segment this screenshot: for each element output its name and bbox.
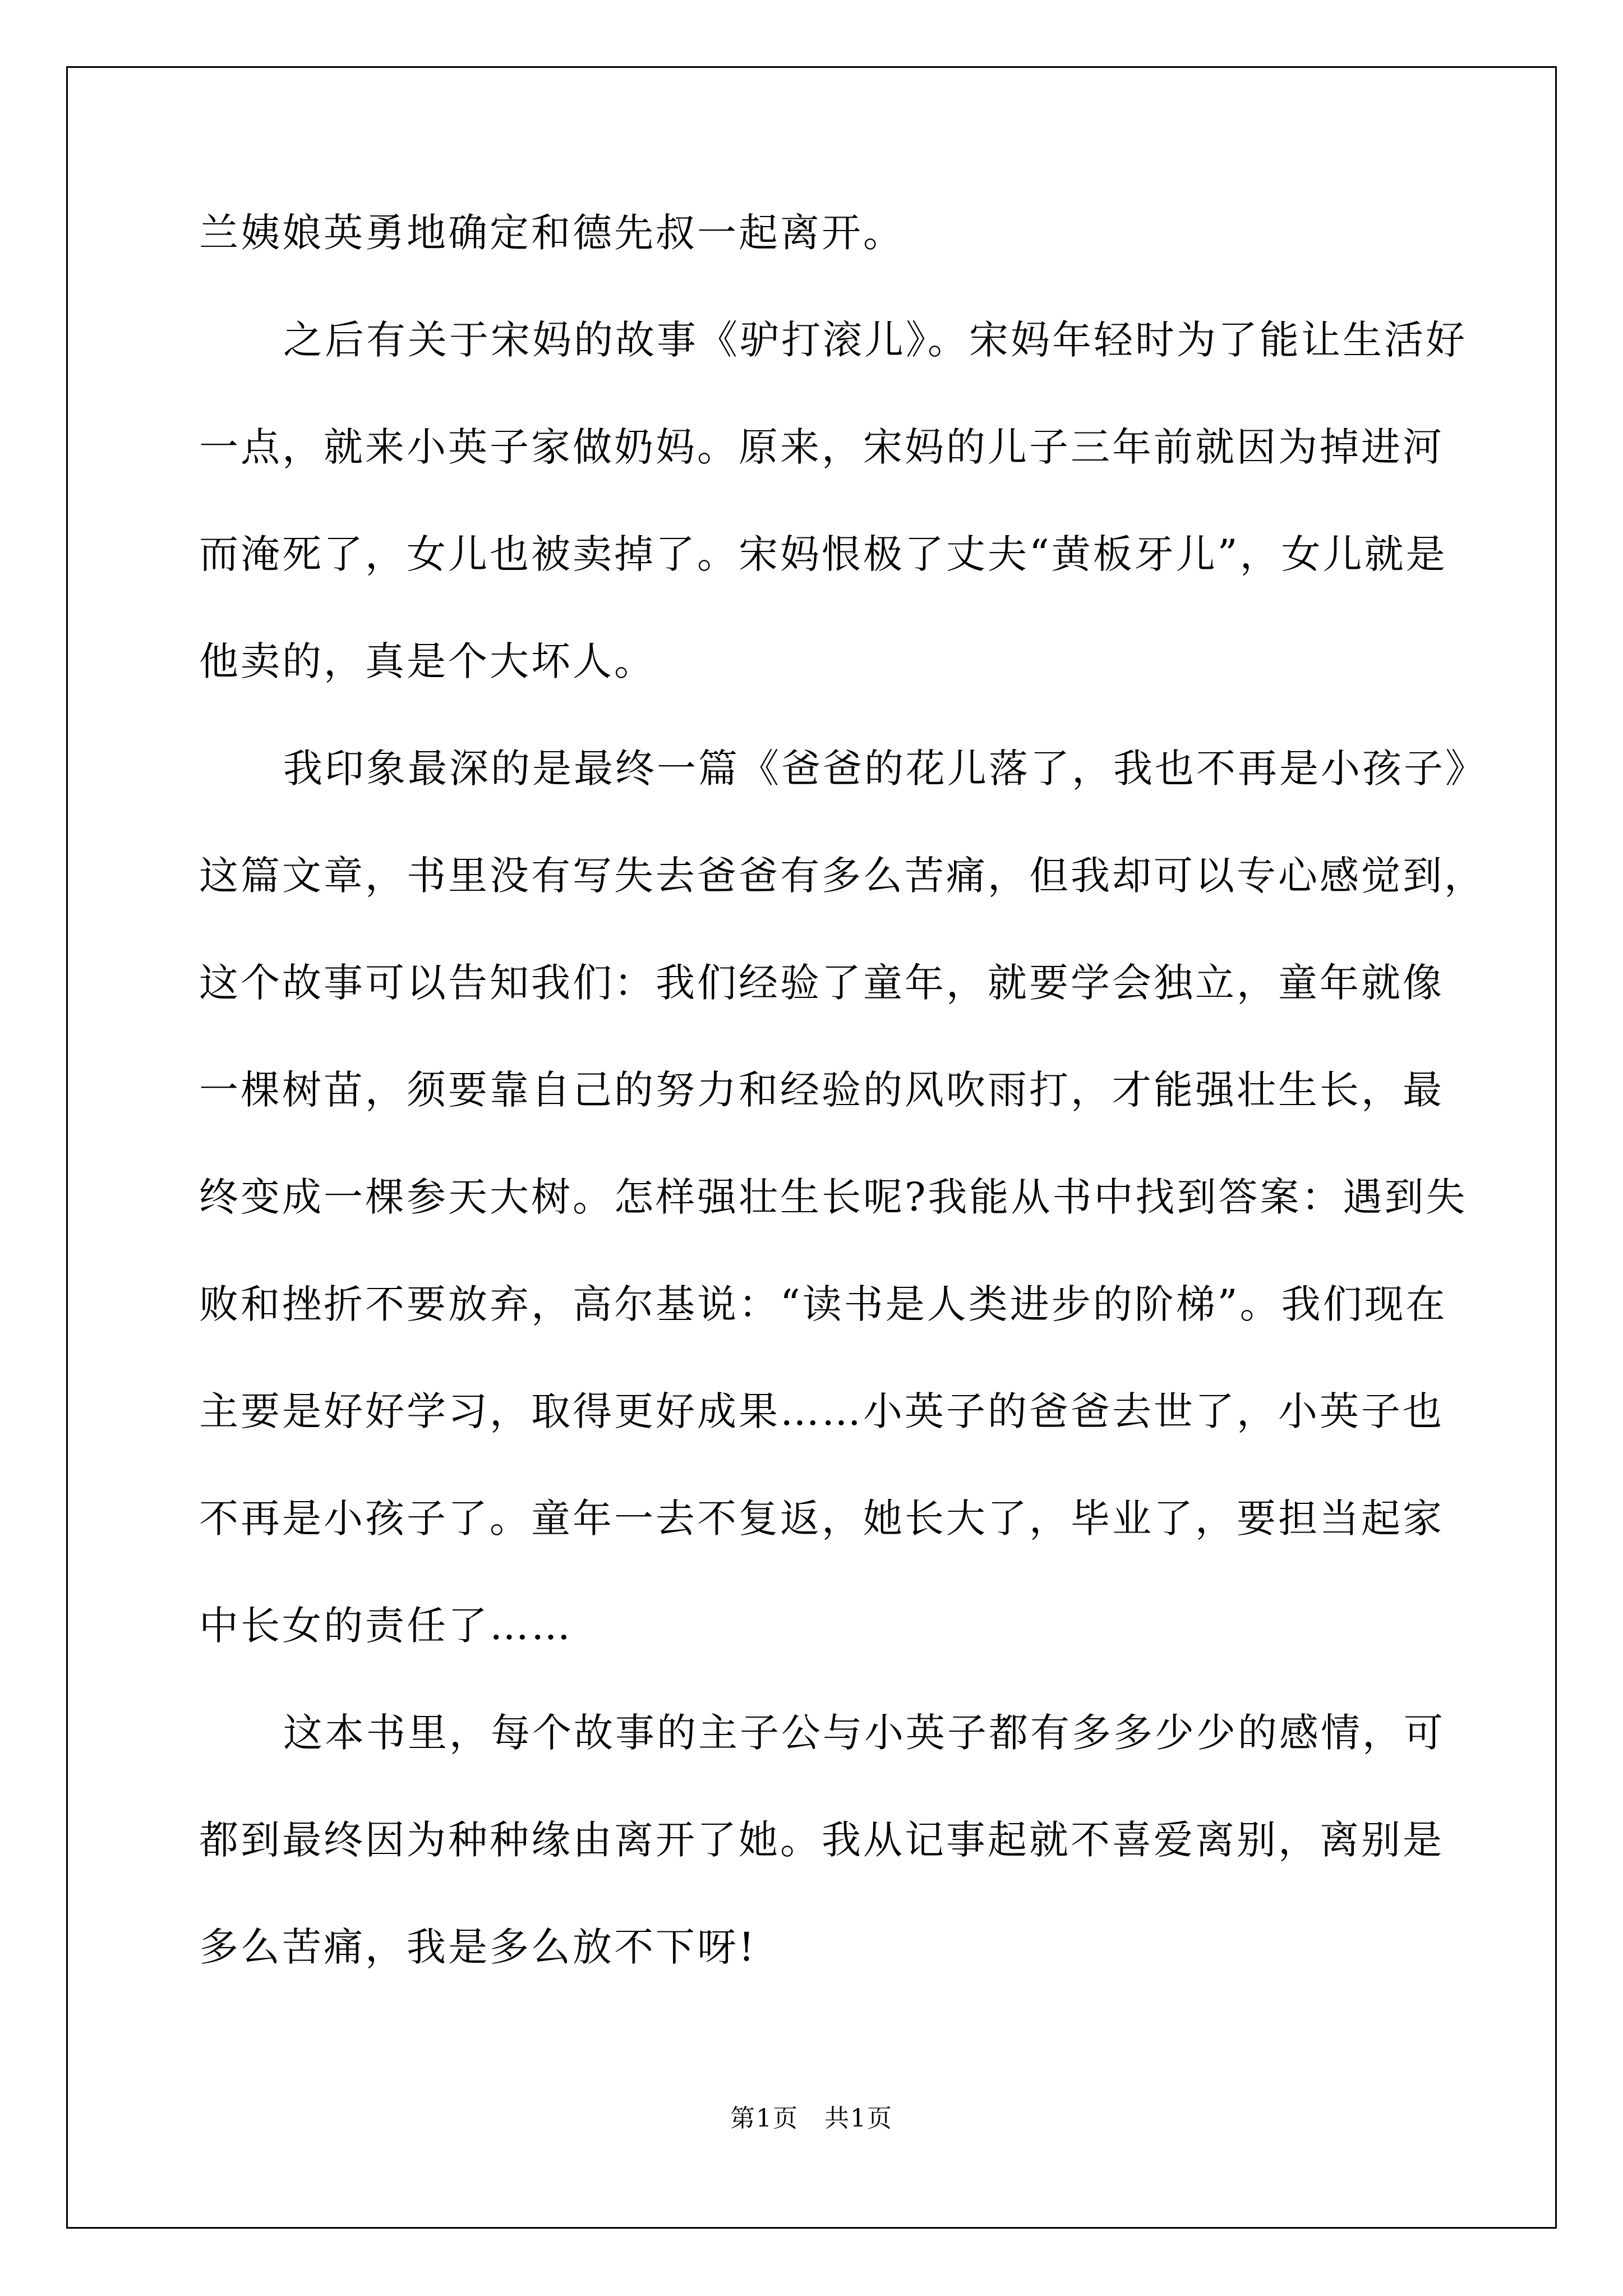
text-line: 终变成一棵参天大树。怎样强壮生长呢?我能从书中找到答案：遇到失 [199, 1174, 1468, 1220]
text-line: 这篇文章，书里没有写失去爸爸有多么苦痛，但我却可以专心感觉到， [199, 853, 1486, 899]
paragraph [199, 1710, 1445, 2035]
document-body [199, 210, 1487, 2035]
text-line: 不再是小孩子了。童年一去不复返，她长大了，毕业了，要担当起家 [199, 1496, 1444, 1542]
text-line: 而淹死了，女儿也被卖掉了。宋妈恨极了丈夫“黄板牙儿”，女儿就是 [199, 531, 1447, 577]
text-line: 多么苦痛，我是多么放不下呀! [199, 1924, 757, 1970]
text-line: 他卖的，真是个大坏人。 [199, 638, 656, 684]
text-line: 这个故事可以告知我们：我们经验了童年，就要学会独立，童年就像 [199, 960, 1444, 1006]
text-line: 兰姨娘英勇地确定和德先叔一起离开。 [199, 210, 905, 256]
text-line: 这本书里，每个故事的主子公与小英子都有多多少少的感情，可 [283, 1710, 1445, 1756]
text-line: 我印象最深的是最终一篇《爸爸的花儿落了，我也不再是小孩子》 [283, 746, 1487, 792]
text-line: 主要是好好学习，取得更好成果……小英子的爸爸去世了，小英子也 [199, 1388, 1444, 1434]
text-line: 一点，就来小英子家做奶妈。原来，宋妈的儿子三年前就因为掉进河 [199, 424, 1444, 470]
paragraph [199, 746, 1487, 1713]
text-line: 败和挫折不要放弃，高尔基说：“读书是人类进步的阶梯”。我们现在 [199, 1281, 1447, 1327]
paragraph [199, 210, 1433, 320]
paragraph [199, 317, 1467, 749]
text-line: 都到最终因为种种缘由离开了她。我从记事起就不喜爱离别，离别是 [199, 1817, 1444, 1863]
text-line: 中长女的责任了…… [199, 1603, 573, 1649]
text-line: 一棵树苗，须要靠自己的努力和经验的风吹雨打，才能强壮生长，最 [199, 1067, 1444, 1113]
text-line: 之后有关于宋妈的故事《驴打滚儿》。宋妈年轻时为了能让生活好 [283, 317, 1467, 363]
page-number-footer: 第1页 共1页 [730, 2104, 893, 2133]
